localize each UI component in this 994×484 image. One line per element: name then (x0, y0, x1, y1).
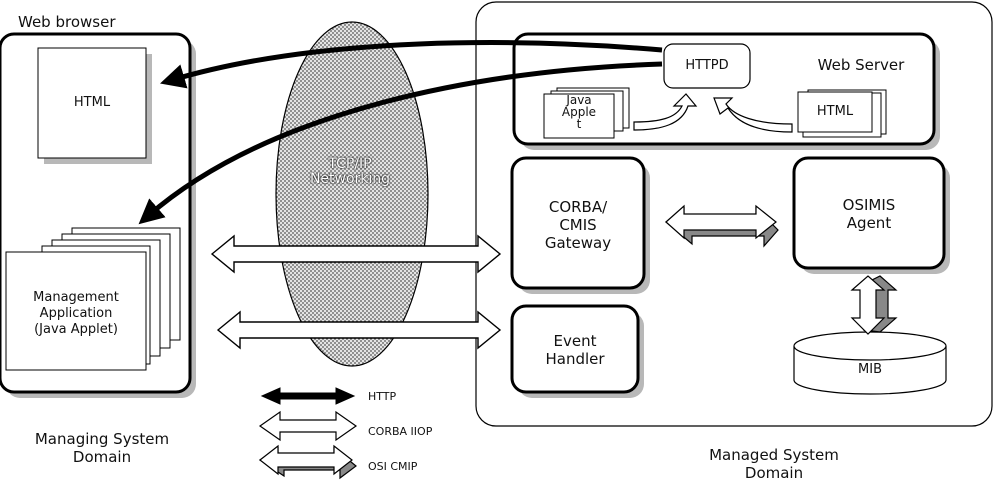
web-server-title: Web Server (817, 56, 905, 74)
gateway-label: CORBA/ CMIS Gateway (544, 198, 612, 252)
browser-html-label: HTML (73, 95, 111, 110)
tcpip-network-ellipse (276, 22, 428, 366)
legend-http-arrow (262, 388, 354, 404)
tcpip-networking-label: TCP/IP Networking (309, 156, 391, 187)
legend-http-label: HTTP (368, 390, 397, 403)
server-html-label: HTML (816, 104, 854, 119)
java-applet-label: Java Apple t (561, 93, 597, 131)
mib-label: MIB (858, 362, 882, 377)
managed-domain-label: Managed System Domain (709, 446, 839, 482)
legend-cmip-label: OSI CMIP (368, 460, 418, 473)
web-browser-title: Web browser (18, 13, 116, 31)
httpd-label: HTTPD (685, 58, 729, 73)
management-app-label: Management Application (Java Applet) (33, 290, 119, 337)
legend-corba-label: CORBA IIOP (368, 425, 433, 438)
event-handler-label: Event Handler (545, 332, 605, 368)
osimis-agent-label: OSIMIS Agent (842, 196, 896, 232)
legend-corba-arrow (260, 412, 356, 440)
managing-domain-label: Managing System Domain (34, 430, 170, 466)
